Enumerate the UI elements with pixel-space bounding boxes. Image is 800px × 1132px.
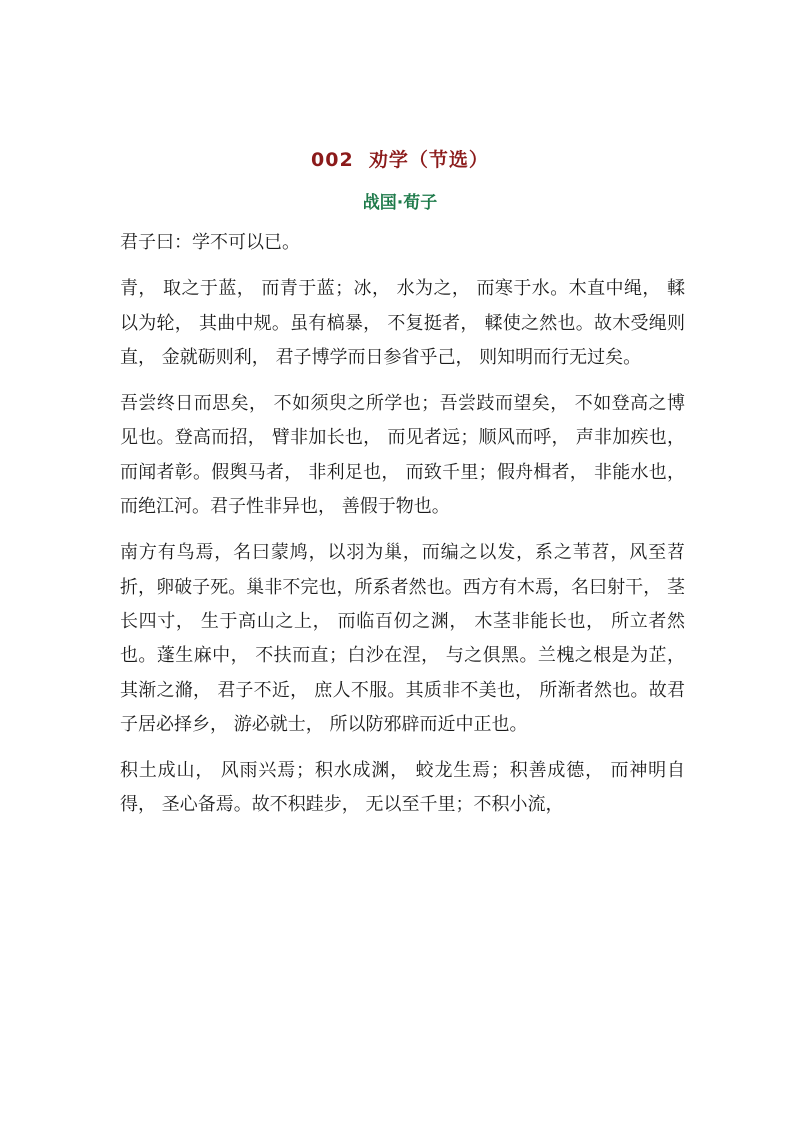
document-body (120, 226, 685, 835)
document-title: 002 劝学（节选） (311, 149, 489, 171)
paragraph-1: 君子曰：学不可以已。 (120, 232, 300, 253)
paragraph-2: 青， 取之于蓝， 而青于蓝；冰， 水为之， 而寒于水。木直中绳， 輮以为轮， 其曲中规。虽有槁暴， 不复挺者， 輮使之然也。故木受绳则直， 金就砺则利， 君子博学而日参省乎己， 则知明而行无过矣。 (120, 278, 685, 368)
paragraph-4: 南方有鸟焉，名曰蒙鸠，以羽为巢，而编之以发，系之苇苕，风至苕折，卵破子死。巢非不完也，所系者然也。西方有木焉，名曰射干， 茎长四寸， 生于高山之上， 而临百仞之渊， 木茎非能长也， 所立者然也。蓬生麻中， 不扶而直；白沙在涅， 与之俱黑。兰槐之根是为芷， 其渐之滫， 君子不近， 庶人不服。其质非不美也， 所渐者然也。故君子居必择乡， 游必就士， 所以防邪辟而近中正也。 (120, 542, 685, 735)
paragraph-3: 吾尝终日而思矣， 不如须臾之所学也；吾尝跂而望矣， 不如登高之博见也。登高而招， 臂非加长也， 而见者远；顺风而呼， 声非加疾也， 而闻者彰。假舆马者， 非利足也， 而致千里；假舟楫者， 非能水也， 而绝江河。君子性非异也， 善假于物也。 (120, 393, 685, 518)
document-author: 战国·荀子 (362, 193, 438, 213)
paragraph-5: 积土成山， 风雨兴焉；积水成渊， 蛟龙生焉；积善成德， 而神明自得， 圣心备焉。故不积跬步， 无以至千里；不积小流， (120, 760, 685, 816)
